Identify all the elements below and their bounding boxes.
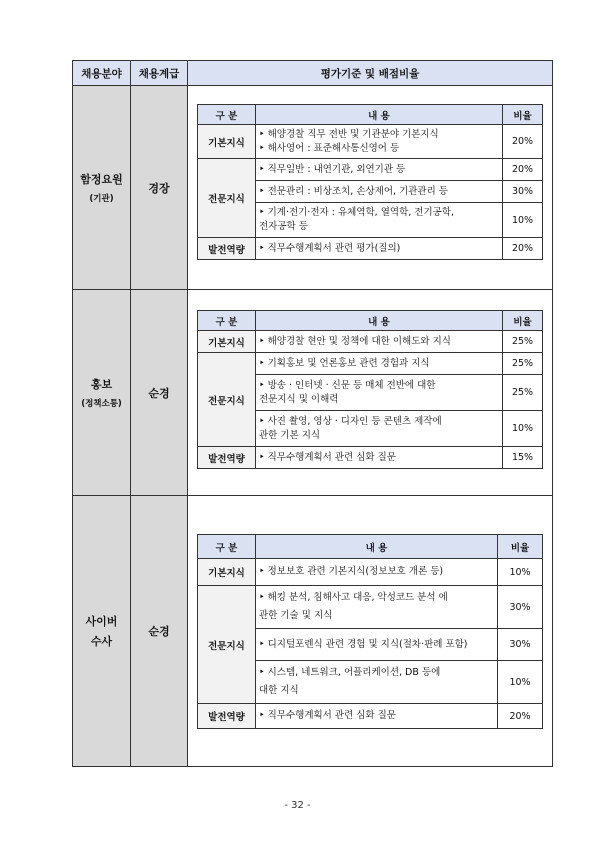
ratio-cell: 30% [498,629,543,661]
grade-cell: 순경 [131,290,188,496]
content-line: ‣ 방송 · 인터넷 · 신문 등 매체 전반에 대한 [259,379,436,391]
ratio-cell: 20% [498,704,543,729]
content-line: ‣ 직무수행계획서 관련 심화 질문 [259,451,396,463]
content-cell [256,353,503,375]
ratio-cell: 10% [498,559,543,586]
category-cell: 전문지식 [198,159,256,238]
content-line: ‣ 직무일반 : 내연기관, 외연기관 등 [259,163,406,175]
ratio-cell: 30% [498,586,543,629]
field-sub: (기관) [89,194,114,204]
ratio-cell: 10% [498,661,543,704]
ratio-cell: 20% [503,159,543,181]
col-category: 구 분 [198,105,256,125]
ratio-cell: 10% [503,203,543,238]
grade-cell: 순경 [131,496,188,767]
page-number: - 32 - [284,800,311,811]
col-ratio: 비율 [503,311,543,331]
ratio-cell: 25% [503,375,543,411]
content-cell [256,704,498,729]
content-line: ‣ 해양경찰 직무 전반 및 기관분야 기본지식 [259,128,439,140]
grade-cell: 경장 [131,86,188,290]
content-line: ‣ 해사영어 : 표준해사통신영어 등 [259,142,400,154]
content-line: 대한 지식 [259,685,299,696]
content-cell [256,125,503,159]
header-criteria: 평가기준 및 배점비율 [188,61,553,86]
ratio-cell: 30% [503,181,543,203]
col-content: 내 용 [256,105,503,125]
criteria-row [198,238,543,260]
col-content: 내 용 [256,311,503,331]
subtable-header [198,105,543,125]
criteria-row [198,704,543,729]
recruitment-criteria-table [72,60,553,767]
header-row [73,61,553,86]
content-line: ‣ 기획홍보 및 언론홍보 관련 경험과 지식 [259,357,430,369]
ratio-cell: 20% [503,125,543,159]
criteria-row [198,331,543,353]
category-cell: 기본지식 [198,331,256,353]
content-line: ‣ 사진 촬영, 영상 · 디자인 등 콘텐츠 제작에 [259,415,442,427]
field-name-line2: 수사 [90,635,113,648]
content-cell [256,181,503,203]
ratio-cell: 25% [503,331,543,353]
field-cell [73,86,131,290]
ratio-cell: 25% [503,353,543,375]
content-line: ‣ 직무수행계획서 관련 심화 질문 [259,710,396,722]
content-line: ‣ 해킹 분석, 침해사고 대응, 악성코드 분석 에 [259,591,448,603]
content-cell [256,411,503,447]
content-cell [256,559,498,586]
section-row [73,86,553,290]
criteria-cell [188,86,553,290]
content-line: ‣ 기계·전기·전자 : 유체역학, 열역학, 전기공학, [259,207,455,219]
content-cell [256,586,498,629]
content-line: ‣ 정보보호 관련 기본지식(정보보호 개론 등) [259,566,444,578]
col-ratio: 비율 [498,535,543,559]
section-row [73,496,553,767]
category-cell: 기본지식 [198,559,256,586]
category-cell: 전문지식 [198,586,256,704]
criteria-row [198,586,543,629]
category-cell: 전문지식 [198,353,256,447]
content-cell [256,159,503,181]
criteria-cell [188,290,553,496]
content-cell [256,331,503,353]
content-line: 전자공학 등 [259,221,308,232]
field-name: 함정요원 [80,173,123,186]
content-cell [256,629,498,661]
content-cell [256,661,498,704]
criteria-subtable [197,534,543,729]
field-name: 사이버 [85,615,118,628]
ratio-cell: 10% [503,411,543,447]
field-cell [73,496,131,767]
content-line: 관한 기술 및 지식 [259,610,333,621]
ratio-cell: 20% [503,238,543,260]
content-cell [256,375,503,411]
col-ratio: 비율 [503,105,543,125]
criteria-subtable [197,310,543,469]
content-line: ‣ 시스템, 네트워크, 어플리케이션, DB 등에 [259,666,441,678]
col-category: 구 분 [198,311,256,331]
field-cell [73,290,131,496]
criteria-row [198,447,543,469]
category-cell: 발전역량 [198,447,256,469]
category-cell: 발전역량 [198,238,256,260]
field-sub: (정책소통) [81,399,122,409]
criteria-row [198,559,543,586]
content-line: ‣ 전문관리 : 비상조치, 손상제어, 기관관리 등 [259,185,448,197]
criteria-cell [188,496,553,767]
content-cell [256,203,503,238]
content-line: ‣ 해양경찰 현안 및 정책에 대한 이해도와 지식 [259,335,451,347]
criteria-row [198,125,543,159]
ratio-cell: 15% [503,447,543,469]
section-row [73,290,553,496]
content-line: 관한 기본 지식 [259,429,321,441]
criteria-subtable [197,104,543,260]
content-cell [256,447,503,469]
content-line: ‣ 디지털포렌식 관련 경험 및 지식(절차·판례 포함) [259,638,468,650]
col-content: 내 용 [256,535,498,559]
category-cell: 기본지식 [198,125,256,159]
subtable-header [198,535,543,559]
content-line: 전문지식 및 이해력 [259,393,339,405]
header-grade: 채용계급 [131,61,188,86]
content-line: ‣ 직무수행계획서 관련 평가(질의) [259,242,401,254]
subtable-header [198,311,543,331]
col-category: 구 분 [198,535,256,559]
field-name: 홍보 [90,378,113,391]
criteria-row [198,159,543,181]
header-field: 채용분야 [73,61,131,86]
category-cell: 발전역량 [198,704,256,729]
content-cell [256,238,503,260]
criteria-row [198,353,543,375]
